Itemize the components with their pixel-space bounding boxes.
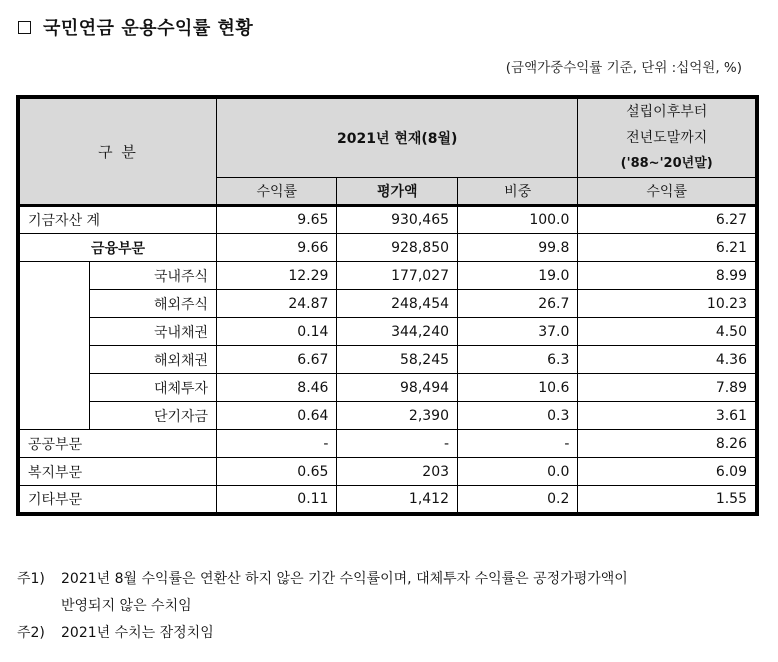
cell-value: 1,412: [337, 486, 458, 514]
row-label: 국내주식: [89, 262, 216, 290]
table-row: [18, 374, 757, 402]
row-label: 단기자금: [89, 402, 216, 430]
cell-cum-return: 8.26: [578, 430, 757, 458]
table-row: [18, 458, 757, 486]
footnote-1: [17, 566, 628, 593]
row-label: 기타부문: [18, 486, 217, 514]
cell-cum-return: 3.61: [578, 402, 757, 430]
cell-cum-return: 8.99: [578, 262, 757, 290]
cell-return: 0.64: [217, 402, 337, 430]
cell-return: 6.67: [217, 346, 337, 374]
cell-cum-return: 10.23: [578, 290, 757, 318]
since-line2: 전년도말까지: [626, 130, 708, 146]
table-row: [18, 206, 757, 234]
cell-return: 12.29: [217, 262, 337, 290]
cell-value: 248,454: [337, 290, 458, 318]
cell-value: 928,850: [337, 234, 458, 262]
row-label: 대체투자: [89, 374, 216, 402]
footnote-text: 2021년 수치는 잠정치임: [61, 625, 214, 641]
table-row: [18, 430, 757, 458]
cell-weight: 26.7: [458, 290, 578, 318]
cell-weight: 6.3: [458, 346, 578, 374]
cell-cum-return: 7.89: [578, 374, 757, 402]
row-label: 해외채권: [89, 346, 216, 374]
footnote-2: [17, 620, 628, 647]
cell-cum-return: 6.09: [578, 458, 757, 486]
cell-return: -: [217, 430, 337, 458]
since-line1: 설립이후부터: [626, 104, 708, 120]
row-label: 국내채권: [89, 318, 216, 346]
cell-value: 930,465: [337, 206, 458, 234]
indent-spacer: [18, 346, 89, 374]
cell-cum-return: 6.27: [578, 206, 757, 234]
cell-weight: 100.0: [458, 206, 578, 234]
footnote-1-cont: [17, 593, 628, 620]
footnotes: [17, 566, 628, 647]
cell-cum-return: 6.21: [578, 234, 757, 262]
cell-return: 24.87: [217, 290, 337, 318]
cell-value: 98,494: [337, 374, 458, 402]
returns-table: [16, 95, 759, 516]
indent-spacer: [18, 318, 89, 346]
col-weight: 비중: [458, 178, 578, 206]
title-text: 국민연금 운용수익률 현황: [43, 18, 254, 39]
col-cum-return: 수익률: [578, 178, 757, 206]
cell-return: 9.65: [217, 206, 337, 234]
row-label: 금융부문: [18, 234, 217, 262]
indent-spacer: [18, 262, 89, 290]
indent-spacer: [18, 402, 89, 430]
cell-cum-return: 4.36: [578, 346, 757, 374]
cell-cum-return: 1.55: [578, 486, 757, 514]
table-row: [18, 486, 757, 514]
cell-weight: -: [458, 430, 578, 458]
cell-weight: 10.6: [458, 374, 578, 402]
col-return: 수익률: [217, 178, 337, 206]
cell-value: 344,240: [337, 318, 458, 346]
cell-return: 9.66: [217, 234, 337, 262]
cell-cum-return: 4.50: [578, 318, 757, 346]
row-label: 복지부문: [18, 458, 217, 486]
cell-weight: 19.0: [458, 262, 578, 290]
table-row: [18, 318, 757, 346]
header-category: 구 분: [18, 97, 217, 206]
row-label: 공공부문: [18, 430, 217, 458]
footnote-text: 반영되지 않은 수치임: [61, 598, 192, 614]
cell-return: 0.65: [217, 458, 337, 486]
header-current-period: 2021년 현재(8월): [217, 97, 578, 178]
indent-spacer: [18, 374, 89, 402]
table-row: [18, 346, 757, 374]
table-row: [18, 234, 757, 262]
cell-weight: 0.0: [458, 458, 578, 486]
header-since-inception: [578, 97, 757, 178]
footnote-key: 주1): [17, 571, 45, 587]
page-title: [18, 14, 253, 40]
cell-return: 8.46: [217, 374, 337, 402]
col-value: 평가액: [337, 178, 458, 206]
cell-weight: 99.8: [458, 234, 578, 262]
footnote-indent: [17, 593, 61, 620]
since-period: ('88~'20년말): [620, 156, 713, 171]
checkbox-bullet-icon: [18, 21, 31, 34]
cell-value: 177,027: [337, 262, 458, 290]
footnote-text: 2021년 8월 수익률은 연환산 하지 않은 기간 수익률이며, 대체투자 수익률은 공정가평가액이: [61, 571, 628, 587]
table-row: [18, 290, 757, 318]
table-row: [18, 402, 757, 430]
table-row: [18, 262, 757, 290]
cell-value: 2,390: [337, 402, 458, 430]
cell-weight: 37.0: [458, 318, 578, 346]
cell-return: 0.14: [217, 318, 337, 346]
cell-weight: 0.2: [458, 486, 578, 514]
cell-weight: 0.3: [458, 402, 578, 430]
cell-value: -: [337, 430, 458, 458]
row-label: 해외주식: [89, 290, 216, 318]
footnote-key: 주2): [17, 625, 45, 641]
header-row: [18, 97, 757, 178]
unit-note: (금액가중수익률 기준, 단위 :십억원, %): [505, 60, 742, 76]
cell-value: 203: [337, 458, 458, 486]
cell-return: 0.11: [217, 486, 337, 514]
row-label: 기금자산 계: [18, 206, 217, 234]
indent-spacer: [18, 290, 89, 318]
cell-value: 58,245: [337, 346, 458, 374]
